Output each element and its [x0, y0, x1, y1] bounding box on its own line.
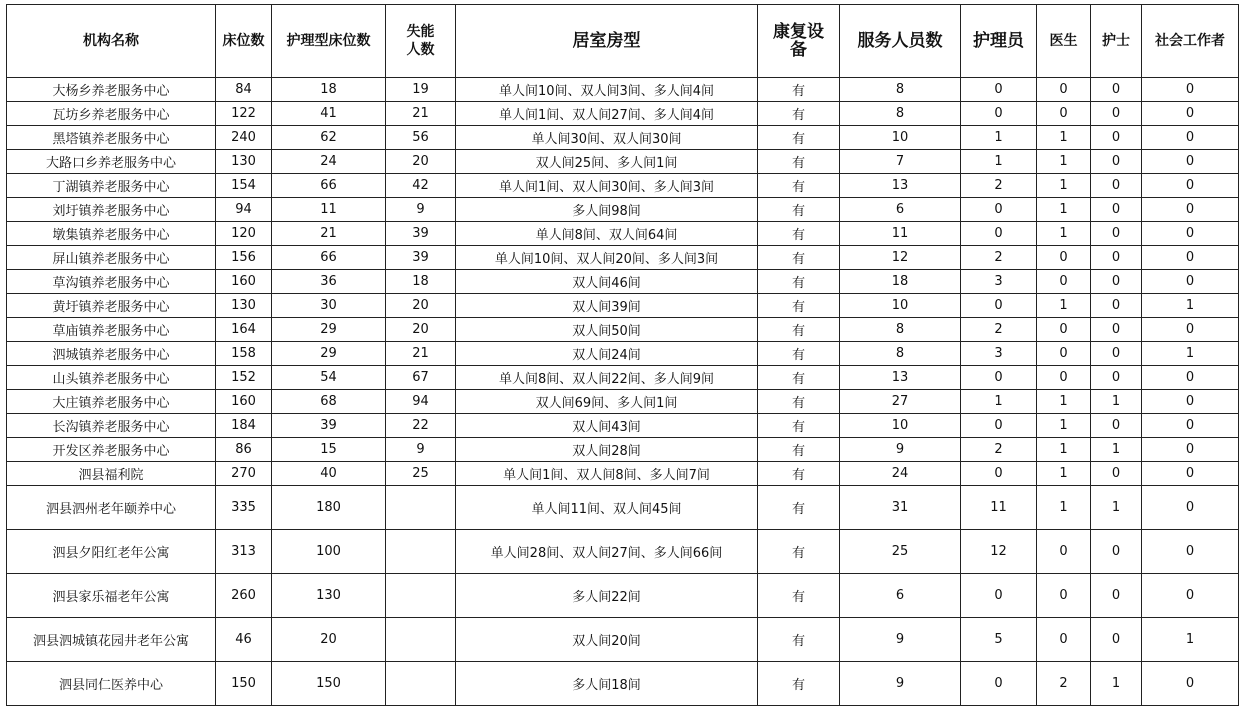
cell-social-workers: 0: [1142, 462, 1239, 486]
cell-caregivers: 1: [961, 390, 1037, 414]
cell-disabled-count: 9: [386, 198, 456, 222]
cell-rehab-equipment: 有: [758, 246, 840, 270]
cell-social-workers: 0: [1142, 438, 1239, 462]
cell-disabled-count: 18: [386, 270, 456, 294]
cell-disabled-count: [386, 662, 456, 706]
cell-beds: 260: [216, 574, 272, 618]
cell-rehab-equipment: 有: [758, 414, 840, 438]
cell-rehab-equipment: 有: [758, 78, 840, 102]
cell-social-workers: 0: [1142, 530, 1239, 574]
cell-social-workers: 0: [1142, 270, 1239, 294]
cell-institution-name: 泗县福利院: [7, 462, 216, 486]
cell-social-workers: 0: [1142, 574, 1239, 618]
cell-nursing-beds: 15: [272, 438, 386, 462]
cell-disabled-count: 19: [386, 78, 456, 102]
cell-doctors: 0: [1037, 366, 1091, 390]
cell-beds: 184: [216, 414, 272, 438]
cell-room-types: 双人间43间: [456, 414, 758, 438]
cell-doctors: 0: [1037, 530, 1091, 574]
cell-nursing-beds: 30: [272, 294, 386, 318]
table-row: [7, 390, 1239, 414]
cell-staff-count: 9: [840, 618, 961, 662]
cell-nurses: 0: [1091, 102, 1142, 126]
cell-nursing-beds: 66: [272, 174, 386, 198]
cell-room-types: 双人间39间: [456, 294, 758, 318]
cell-nursing-beds: 40: [272, 462, 386, 486]
cell-nursing-beds: 150: [272, 662, 386, 706]
cell-rehab-equipment: 有: [758, 662, 840, 706]
cell-caregivers: 2: [961, 174, 1037, 198]
table-row: [7, 222, 1239, 246]
cell-beds: 86: [216, 438, 272, 462]
cell-room-types: 多人间98间: [456, 198, 758, 222]
cell-nursing-beds: 68: [272, 390, 386, 414]
cell-disabled-count: 39: [386, 222, 456, 246]
cell-caregivers: 0: [961, 78, 1037, 102]
cell-nursing-beds: 29: [272, 318, 386, 342]
cell-nurses: 0: [1091, 294, 1142, 318]
cell-room-types: 多人间22间: [456, 574, 758, 618]
cell-nursing-beds: 36: [272, 270, 386, 294]
cell-nurses: 1: [1091, 438, 1142, 462]
cell-disabled-count: 21: [386, 102, 456, 126]
cell-staff-count: 24: [840, 462, 961, 486]
cell-staff-count: 6: [840, 198, 961, 222]
cell-nurses: 0: [1091, 530, 1142, 574]
cell-staff-count: 13: [840, 366, 961, 390]
cell-room-types: 单人间8间、双人间22间、多人间9间: [456, 366, 758, 390]
cell-rehab-equipment: 有: [758, 150, 840, 174]
cell-caregivers: 0: [961, 662, 1037, 706]
cell-institution-name: 刘圩镇养老服务中心: [7, 198, 216, 222]
cell-nurses: 0: [1091, 462, 1142, 486]
cell-institution-name: 泗县同仁医养中心: [7, 662, 216, 706]
cell-staff-count: 7: [840, 150, 961, 174]
cell-institution-name: 泗县泗州老年颐养中心: [7, 486, 216, 530]
cell-caregivers: 0: [961, 102, 1037, 126]
cell-social-workers: 0: [1142, 366, 1239, 390]
cell-caregivers: 0: [961, 366, 1037, 390]
cell-institution-name: 长沟镇养老服务中心: [7, 414, 216, 438]
cell-social-workers: 0: [1142, 102, 1239, 126]
cell-room-types: 双人间69间、多人间1间: [456, 390, 758, 414]
cell-room-types: 单人间28间、双人间27间、多人间66间: [456, 530, 758, 574]
cell-beds: 335: [216, 486, 272, 530]
table-row: [7, 662, 1239, 706]
cell-nurses: 0: [1091, 342, 1142, 366]
cell-institution-name: 大路口乡养老服务中心: [7, 150, 216, 174]
cell-staff-count: 8: [840, 102, 961, 126]
cell-caregivers: 2: [961, 246, 1037, 270]
cell-doctors: 1: [1037, 486, 1091, 530]
cell-institution-name: 丁湖镇养老服务中心: [7, 174, 216, 198]
header-disabled-count: 失能人数: [386, 5, 456, 78]
table-row: [7, 462, 1239, 486]
cell-rehab-equipment: 有: [758, 530, 840, 574]
cell-room-types: 双人间46间: [456, 270, 758, 294]
cell-rehab-equipment: 有: [758, 618, 840, 662]
cell-doctors: 0: [1037, 618, 1091, 662]
cell-caregivers: 11: [961, 486, 1037, 530]
header-row: [7, 5, 1239, 78]
cell-nurses: 1: [1091, 486, 1142, 530]
cell-nursing-beds: 21: [272, 222, 386, 246]
cell-doctors: 1: [1037, 414, 1091, 438]
cell-staff-count: 13: [840, 174, 961, 198]
cell-staff-count: 10: [840, 126, 961, 150]
cell-doctors: 0: [1037, 78, 1091, 102]
cell-beds: 160: [216, 270, 272, 294]
cell-rehab-equipment: 有: [758, 126, 840, 150]
cell-beds: 122: [216, 102, 272, 126]
cell-institution-name: 草庙镇养老服务中心: [7, 318, 216, 342]
cell-room-types: 单人间10间、双人间3间、多人间4间: [456, 78, 758, 102]
cell-social-workers: 0: [1142, 222, 1239, 246]
header-nursing-beds: 护理型床位数: [272, 5, 386, 78]
cell-social-workers: 1: [1142, 618, 1239, 662]
cell-staff-count: 8: [840, 78, 961, 102]
cell-nurses: 0: [1091, 318, 1142, 342]
cell-doctors: 0: [1037, 342, 1091, 366]
cell-staff-count: 8: [840, 342, 961, 366]
cell-nursing-beds: 130: [272, 574, 386, 618]
cell-disabled-count: 56: [386, 126, 456, 150]
cell-doctors: 1: [1037, 390, 1091, 414]
cell-disabled-count: 20: [386, 150, 456, 174]
cell-staff-count: 8: [840, 318, 961, 342]
cell-caregivers: 2: [961, 318, 1037, 342]
cell-nursing-beds: 39: [272, 414, 386, 438]
header-caregivers: 护理员: [961, 5, 1037, 78]
cell-institution-name: 泗县泗城镇花园井老年公寓: [7, 618, 216, 662]
table-row: [7, 366, 1239, 390]
table-row: [7, 78, 1239, 102]
cell-institution-name: 瓦坊乡养老服务中心: [7, 102, 216, 126]
cell-room-types: 单人间30间、双人间30间: [456, 126, 758, 150]
cell-disabled-count: [386, 618, 456, 662]
cell-disabled-count: [386, 486, 456, 530]
cell-room-types: 双人间25间、多人间1间: [456, 150, 758, 174]
cell-social-workers: 0: [1142, 246, 1239, 270]
table-row: [7, 574, 1239, 618]
cell-nursing-beds: 11: [272, 198, 386, 222]
cell-rehab-equipment: 有: [758, 462, 840, 486]
cell-staff-count: 10: [840, 414, 961, 438]
table-row: [7, 318, 1239, 342]
cell-doctors: 1: [1037, 438, 1091, 462]
table-row: [7, 102, 1239, 126]
table-row: [7, 414, 1239, 438]
table-row: [7, 530, 1239, 574]
cell-nursing-beds: 20: [272, 618, 386, 662]
cell-doctors: 2: [1037, 662, 1091, 706]
cell-social-workers: 0: [1142, 662, 1239, 706]
cell-room-types: 单人间8间、双人间64间: [456, 222, 758, 246]
cell-disabled-count: 9: [386, 438, 456, 462]
cell-caregivers: 0: [961, 574, 1037, 618]
cell-institution-name: 大杨乡养老服务中心: [7, 78, 216, 102]
cell-nurses: 0: [1091, 150, 1142, 174]
table-row: [7, 246, 1239, 270]
cell-doctors: 0: [1037, 574, 1091, 618]
cell-beds: 158: [216, 342, 272, 366]
cell-institution-name: 草沟镇养老服务中心: [7, 270, 216, 294]
cell-rehab-equipment: 有: [758, 390, 840, 414]
cell-staff-count: 31: [840, 486, 961, 530]
cell-disabled-count: 42: [386, 174, 456, 198]
cell-doctors: 0: [1037, 270, 1091, 294]
cell-beds: 154: [216, 174, 272, 198]
header-rehab-equipment: 康复设备: [758, 5, 840, 78]
cell-room-types: 多人间18间: [456, 662, 758, 706]
table-row: [7, 486, 1239, 530]
cell-nurses: 0: [1091, 126, 1142, 150]
cell-nurses: 1: [1091, 390, 1142, 414]
header-staff-count: 服务人员数: [840, 5, 961, 78]
cell-caregivers: 3: [961, 270, 1037, 294]
header-institution-name: 机构名称: [7, 5, 216, 78]
cell-disabled-count: 20: [386, 294, 456, 318]
cell-caregivers: 1: [961, 150, 1037, 174]
cell-beds: 164: [216, 318, 272, 342]
cell-nurses: 0: [1091, 174, 1142, 198]
cell-disabled-count: 21: [386, 342, 456, 366]
cell-institution-name: 泗县夕阳红老年公寓: [7, 530, 216, 574]
header-beds: 床位数: [216, 5, 272, 78]
cell-caregivers: 0: [961, 294, 1037, 318]
cell-staff-count: 9: [840, 662, 961, 706]
cell-beds: 120: [216, 222, 272, 246]
cell-social-workers: 0: [1142, 486, 1239, 530]
cell-room-types: 单人间1间、双人间27间、多人间4间: [456, 102, 758, 126]
cell-social-workers: 0: [1142, 126, 1239, 150]
header-room-types: 居室房型: [456, 5, 758, 78]
cell-doctors: 1: [1037, 126, 1091, 150]
cell-nursing-beds: 24: [272, 150, 386, 174]
cell-nursing-beds: 18: [272, 78, 386, 102]
cell-staff-count: 11: [840, 222, 961, 246]
cell-rehab-equipment: 有: [758, 222, 840, 246]
cell-doctors: 1: [1037, 294, 1091, 318]
cell-room-types: 单人间1间、双人间30间、多人间3间: [456, 174, 758, 198]
table-row: [7, 270, 1239, 294]
cell-beds: 94: [216, 198, 272, 222]
cell-doctors: 0: [1037, 102, 1091, 126]
cell-caregivers: 2: [961, 438, 1037, 462]
cell-doctors: 1: [1037, 174, 1091, 198]
cell-institution-name: 黄圩镇养老服务中心: [7, 294, 216, 318]
cell-beds: 240: [216, 126, 272, 150]
cell-staff-count: 9: [840, 438, 961, 462]
cell-disabled-count: 25: [386, 462, 456, 486]
cell-beds: 130: [216, 294, 272, 318]
cell-staff-count: 10: [840, 294, 961, 318]
table-row: [7, 438, 1239, 462]
cell-social-workers: 0: [1142, 414, 1239, 438]
cell-nurses: 0: [1091, 366, 1142, 390]
cell-institution-name: 黑塔镇养老服务中心: [7, 126, 216, 150]
cell-institution-name: 墩集镇养老服务中心: [7, 222, 216, 246]
cell-disabled-count: 67: [386, 366, 456, 390]
cell-nurses: 0: [1091, 246, 1142, 270]
cell-caregivers: 5: [961, 618, 1037, 662]
cell-nursing-beds: 180: [272, 486, 386, 530]
cell-disabled-count: [386, 530, 456, 574]
cell-room-types: 双人间24间: [456, 342, 758, 366]
cell-nurses: 0: [1091, 270, 1142, 294]
cell-caregivers: 0: [961, 198, 1037, 222]
cell-social-workers: 0: [1142, 78, 1239, 102]
cell-doctors: 1: [1037, 222, 1091, 246]
cell-beds: 270: [216, 462, 272, 486]
cell-beds: 313: [216, 530, 272, 574]
cell-beds: 152: [216, 366, 272, 390]
cell-doctors: 1: [1037, 198, 1091, 222]
cell-nursing-beds: 41: [272, 102, 386, 126]
cell-staff-count: 12: [840, 246, 961, 270]
cell-rehab-equipment: 有: [758, 102, 840, 126]
cell-beds: 160: [216, 390, 272, 414]
cell-rehab-equipment: 有: [758, 486, 840, 530]
cell-disabled-count: 20: [386, 318, 456, 342]
cell-doctors: 1: [1037, 462, 1091, 486]
cell-disabled-count: 39: [386, 246, 456, 270]
cell-nursing-beds: 54: [272, 366, 386, 390]
cell-nurses: 0: [1091, 222, 1142, 246]
cell-nursing-beds: 62: [272, 126, 386, 150]
cell-rehab-equipment: 有: [758, 574, 840, 618]
cell-social-workers: 0: [1142, 390, 1239, 414]
cell-room-types: 双人间50间: [456, 318, 758, 342]
cell-nurses: 0: [1091, 618, 1142, 662]
cell-doctors: 0: [1037, 318, 1091, 342]
cell-social-workers: 1: [1142, 342, 1239, 366]
table-row: [7, 618, 1239, 662]
cell-disabled-count: 94: [386, 390, 456, 414]
cell-room-types: 单人间11间、双人间45间: [456, 486, 758, 530]
cell-rehab-equipment: 有: [758, 438, 840, 462]
cell-social-workers: 0: [1142, 318, 1239, 342]
cell-rehab-equipment: 有: [758, 366, 840, 390]
cell-caregivers: 0: [961, 222, 1037, 246]
cell-doctors: 0: [1037, 246, 1091, 270]
cell-institution-name: 开发区养老服务中心: [7, 438, 216, 462]
cell-staff-count: 27: [840, 390, 961, 414]
cell-room-types: 单人间1间、双人间8间、多人间7间: [456, 462, 758, 486]
cell-room-types: 双人间28间: [456, 438, 758, 462]
table-row: [7, 126, 1239, 150]
cell-social-workers: 0: [1142, 198, 1239, 222]
cell-staff-count: 6: [840, 574, 961, 618]
cell-rehab-equipment: 有: [758, 342, 840, 366]
cell-caregivers: 3: [961, 342, 1037, 366]
cell-institution-name: 泗城镇养老服务中心: [7, 342, 216, 366]
cell-nurses: 0: [1091, 414, 1142, 438]
cell-doctors: 1: [1037, 150, 1091, 174]
cell-rehab-equipment: 有: [758, 294, 840, 318]
cell-room-types: 双人间20间: [456, 618, 758, 662]
cell-institution-name: 山头镇养老服务中心: [7, 366, 216, 390]
cell-caregivers: 12: [961, 530, 1037, 574]
cell-institution-name: 泗县家乐福老年公寓: [7, 574, 216, 618]
cell-caregivers: 1: [961, 126, 1037, 150]
cell-nurses: 1: [1091, 662, 1142, 706]
cell-staff-count: 18: [840, 270, 961, 294]
cell-rehab-equipment: 有: [758, 318, 840, 342]
cell-social-workers: 0: [1142, 150, 1239, 174]
cell-institution-name: 屏山镇养老服务中心: [7, 246, 216, 270]
cell-caregivers: 0: [961, 414, 1037, 438]
cell-beds: 46: [216, 618, 272, 662]
cell-disabled-count: 22: [386, 414, 456, 438]
cell-room-types: 单人间10间、双人间20间、多人间3间: [456, 246, 758, 270]
cell-rehab-equipment: 有: [758, 270, 840, 294]
cell-social-workers: 0: [1142, 174, 1239, 198]
cell-institution-name: 大庄镇养老服务中心: [7, 390, 216, 414]
header-nurses: 护士: [1091, 5, 1142, 78]
header-social-workers: 社会工作者: [1142, 5, 1239, 78]
table-row: [7, 342, 1239, 366]
table-row: [7, 174, 1239, 198]
cell-beds: 84: [216, 78, 272, 102]
eldercare-institutions-table: [6, 4, 1239, 706]
cell-rehab-equipment: 有: [758, 174, 840, 198]
cell-nurses: 0: [1091, 198, 1142, 222]
cell-nursing-beds: 29: [272, 342, 386, 366]
table-row: [7, 198, 1239, 222]
table-row: [7, 294, 1239, 318]
header-doctors: 医生: [1037, 5, 1091, 78]
cell-nursing-beds: 100: [272, 530, 386, 574]
cell-nursing-beds: 66: [272, 246, 386, 270]
cell-social-workers: 1: [1142, 294, 1239, 318]
table-row: [7, 150, 1239, 174]
cell-beds: 150: [216, 662, 272, 706]
cell-nurses: 0: [1091, 78, 1142, 102]
cell-beds: 156: [216, 246, 272, 270]
cell-staff-count: 25: [840, 530, 961, 574]
cell-nurses: 0: [1091, 574, 1142, 618]
cell-rehab-equipment: 有: [758, 198, 840, 222]
cell-beds: 130: [216, 150, 272, 174]
cell-caregivers: 0: [961, 462, 1037, 486]
cell-disabled-count: [386, 574, 456, 618]
